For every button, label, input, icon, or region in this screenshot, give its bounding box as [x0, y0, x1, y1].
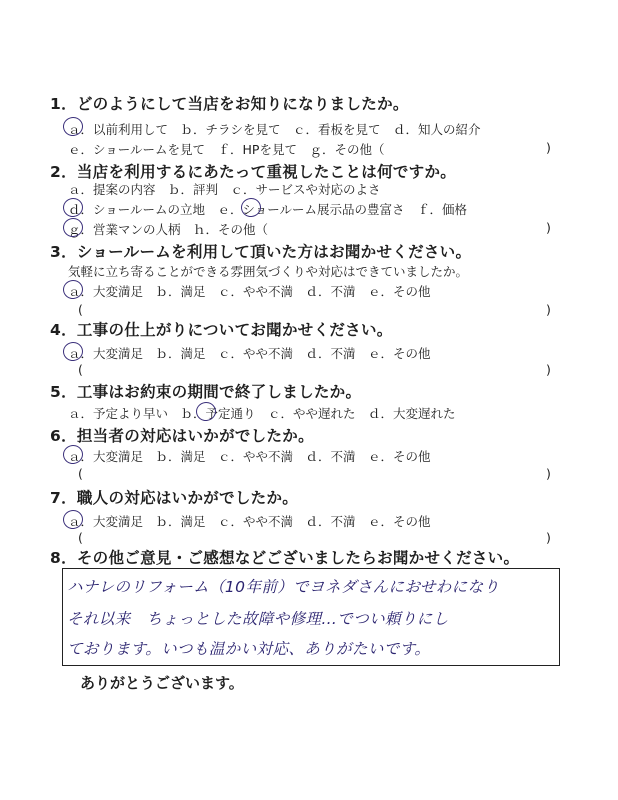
question-2-options-row1: ａ．提案の内容 ｂ．評判 ｃ．サービスや対応のよさ	[68, 182, 381, 197]
question-6-options: ａ．大変満足 ｂ．満足 ｃ．やや不満 ｄ．不満 ｅ．その他	[68, 449, 431, 464]
question-6-open-paren: (	[78, 466, 83, 481]
question-1-title: 1．どのようにして当店をお知りになりましたか。	[50, 95, 409, 113]
question-3-open-paren: (	[78, 302, 83, 317]
question-6-close-paren: )	[546, 466, 551, 481]
question-3-title: 3．ショールームを利用して頂いた方はお聞かせください。	[50, 243, 472, 261]
question-4-close-paren: )	[546, 362, 551, 377]
question-6-title: 6．担当者の対応はいかがでしたか。	[50, 427, 314, 445]
closing-message: ありがとうございます。	[80, 674, 244, 692]
question-4-options: ａ．大変満足 ｂ．満足 ｃ．やや不満 ｄ．不満 ｅ．その他	[68, 346, 431, 361]
question-1-options-row1: ａ．以前利用して ｂ．チラシを見て ｃ．看板を見て ｄ．知人の紹介	[68, 122, 481, 137]
question-4-open-paren: (	[78, 362, 83, 377]
question-8-title: 8．その他ご意見・ご感想などございましたらお聞かせください。	[50, 549, 520, 567]
question-2-options-row2: ｄ．ショールームの立地 ｅ．ショールーム展示品の豊富さ ｆ．価格	[68, 202, 468, 217]
question-7-close-paren: )	[546, 530, 551, 545]
question-7-options: ａ．大変満足 ｂ．満足 ｃ．やや不満 ｄ．不満 ｅ．その他	[68, 514, 431, 529]
handwritten-line-2: それ以来 ちょっとした故障や修理…でつい頼りにし	[67, 610, 449, 628]
question-3-close-paren: )	[546, 302, 551, 317]
question-5-title: 5．工事はお約束の期間で終了しましたか。	[50, 383, 362, 401]
question-2-title: 2．当店を利用するにあたって重視したことは何ですか。	[50, 163, 457, 181]
question-1-options-row2: ｅ．ショールームを見て ｆ．HPを見て ｇ．その他（	[68, 142, 385, 157]
question-4-title: 4．工事の仕上がりについてお聞かせください。	[50, 321, 393, 339]
question-5-options: ａ．予定より早い ｂ．予定通り ｃ．やや遅れた ｄ．大変遅れた	[68, 406, 456, 421]
question-2-options-row3: ｇ．営業マンの人柄 ｈ．その他（	[68, 222, 269, 237]
handwritten-line-1: ハナレのリフォーム（10年前）でヨネダさんにおせわになり	[67, 578, 500, 596]
handwritten-line-3: ております。いつも温かい対応、ありがたいです。	[67, 640, 431, 658]
question-3-options: ａ．大変満足 ｂ．満足 ｃ．やや不満 ｄ．不満 ｅ．その他	[68, 284, 431, 299]
question-7-open-paren: (	[78, 530, 83, 545]
question-7-title: 7．職人の対応はいかがでしたか。	[50, 489, 299, 507]
question-1-close-paren: )	[546, 140, 551, 155]
comment-box	[62, 568, 560, 666]
question-2-close-paren: )	[546, 220, 551, 235]
question-3-subtitle: 気軽に立ち寄ることができる雰囲気づくりや対応はできていましたか。	[68, 264, 469, 279]
